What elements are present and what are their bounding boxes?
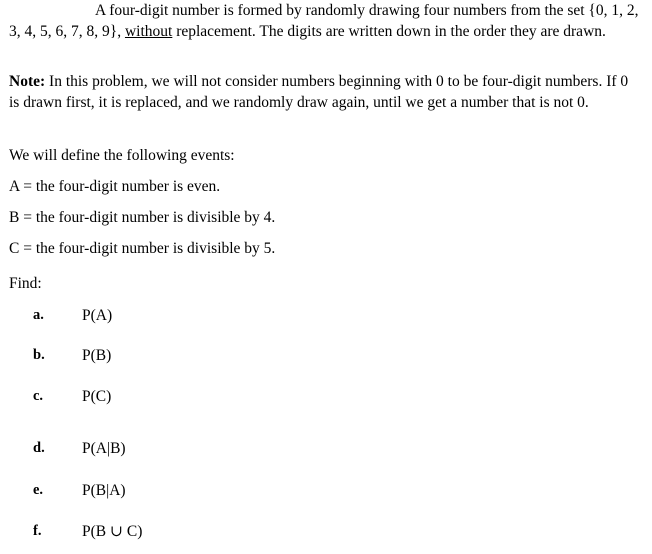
item-letter: a. [33,307,44,323]
event-b-definition: B = the four-digit number is divisible by 4. [9,209,276,226]
item-letter: b. [33,347,45,363]
find-item-f [0,521,652,543]
item-letter: f. [33,523,42,539]
item-expression: P(B|A) [82,482,126,499]
item-letter: e. [33,482,44,498]
intro-underlined-word: without [124,23,173,40]
item-expression: P(B ∪ C) [82,523,143,540]
item-letter: c. [33,388,44,404]
item-expression: P(C) [82,388,112,405]
item-letter: d. [33,440,45,456]
find-item-d [0,438,652,460]
item-expression: P(B) [82,347,112,364]
event-c-definition: C = the four-digit number is divisible by 5. [9,240,276,257]
event-a-definition: A = the four-digit number is even. [9,178,221,195]
intro-text-part1: A four-digit number is formed by randomly drawing four numbers from the set {0, 1, 2, 3, 4, 5, 6, 7, 8, 9}, [9,2,639,40]
find-item-e [0,480,652,502]
note-paragraph [9,71,639,113]
find-item-c [0,386,652,408]
item-expression: P(A) [82,307,113,324]
find-item-a [0,305,652,327]
find-item-b [0,345,652,367]
item-expression: P(A|B) [82,440,126,457]
find-heading: Find: [9,275,42,292]
definitions-heading: We will define the following events: [9,147,235,164]
intro-text-part2: replacement. The digits are written down in the order they are drawn. [172,23,606,40]
intro-paragraph [9,0,639,42]
note-label: Note: [9,73,46,90]
note-text: In this problem, we will not consider numbers beginning with 0 to be four-digit numbers. If 0 is drawn first, it is replaced, and we randomly draw again, until we get a number that is not 0. [9,73,629,111]
